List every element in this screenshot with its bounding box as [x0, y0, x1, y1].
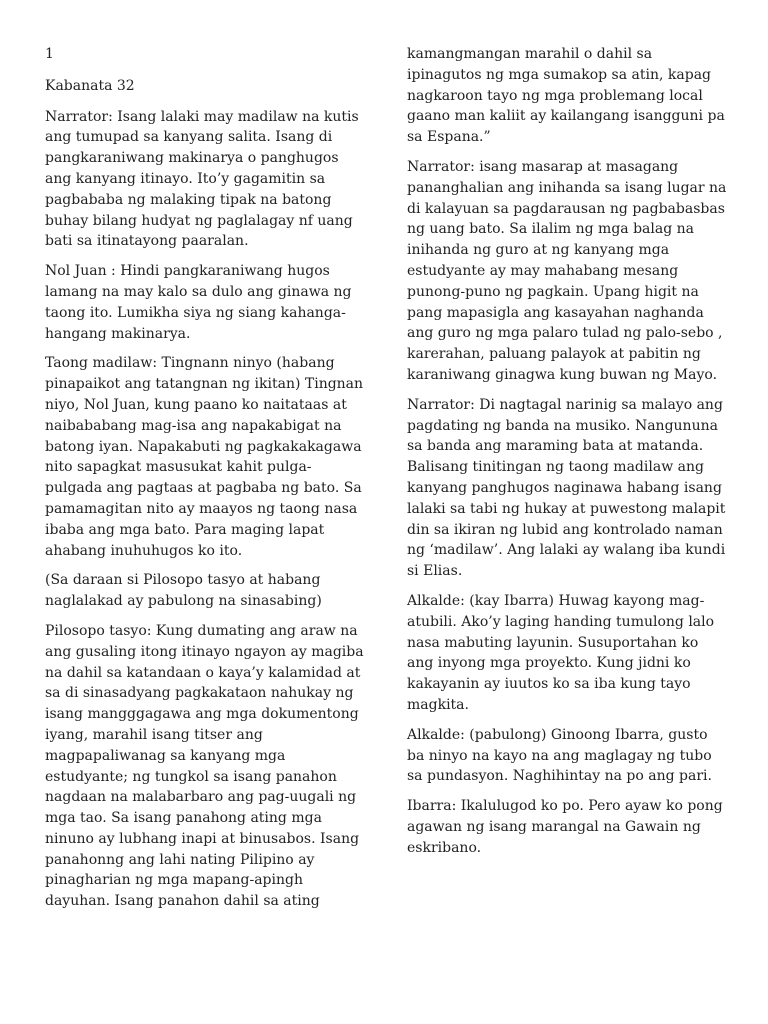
paragraph-alkalde-2: Alkalde: (pabulong) Ginoong Ibarra, gusto ba ninyo na kayo na ang maglagay ng tubo sa pundasyon. Naghihintay na po ang pari.	[407, 726, 712, 785]
paragraph-ibarra: Ibarra: Ikalulugod ko po. Pero ayaw ko pong agawan ng isang marangal na Gawain ng eskribano.	[407, 798, 723, 856]
paragraph-stage-direction: (Sa daraan si Pilosopo tasyo at habang naglalakad ay pabulong na sinasabing)	[45, 572, 322, 610]
page-number: 1	[45, 46, 54, 62]
paragraph-pilosopo-tasyo: Pilosopo tasyo: Kung dumating ang araw na ang gusaling itong itinayo ngayon ay magiba na dahil sa katandaan o kaya’y kalamidad at sa di sinasadyang pagkakataon nahukay ng isang mangggagawa ang mga dokumentong iyang, marahil isang titser ang magpapaliwanag sa kanyang mga estudyante; ng tungkol sa isang panahon nagdaan na malabarbaro ang pag-uugali ng mga tao. Sa isang panahong ating mga ninuno ay lubhang inapi at binusabos. Isang panahonng ang lahi nating Pilipino ay pinagharian ng mga mapang-apingh dayuhan. Isang panahon dahil sa ating	[45, 622, 364, 910]
paragraph-alkalde-1: Alkalde: (kay Ibarra) Huwag kayong mag-atubili. Ako’y laging handing tumulong lalo nasa mabuting layunin. Susuportahan ko ang inyong mga proyekto. Kung jidni ko kakayanin ay iuutos ko sa iba kung tayo magkita.	[407, 592, 715, 713]
paragraph-taong-madilaw: Taong madilaw: Tingnann ninyo (habang pinapaikot ang tatangnan ng ikitan) Tingnan niyo, Nol Juan, kung paano ko naitataas at naibababang mag-isa ang napakabigat na batong iyan. Napakabuti ng pagkakakagawa nito sapagkat masusukat kahit pulga-pulgada ang pagtaas at pagbaba ng bato. Sa pamamagitan nito ay maayos ng taong nasa ibaba ang mga bato. Para maging lapat ahabang inuhuhugos ko ito.	[45, 355, 364, 559]
right-column	[407, 44, 727, 867]
paragraph-narrator-intro: Narrator: Isang lalaki may madilaw na kutis ang tumupad sa kanyang salita. Isang di pangkaraniwang makinarya o panghugos ang kanyang itinayo. Ito’y gagamitin sa pagbababa ng malaking tipak na batong buhay bilang hudyat ng paglalagay nf uang bati sa itinatayong paaralan.	[45, 108, 359, 250]
paragraph-tasyo-continued: kamangmangan marahil o dahil sa ipinagutos ng mga sumakop sa atin, kapag nagkaroon tayo ng mga problemang local gaano man kaliit ay kailangang isangguni pa sa Espana.”	[407, 46, 725, 146]
left-column	[45, 44, 365, 921]
paragraph-nol-juan: Nol Juan : Hindi pangkaraniwang hugos lamang na may kalo sa dulo ang ginawa ng taong ito. Lumikha siya ng siang kahanga-hangang makinarya.	[45, 263, 352, 342]
paragraph-narrator-lunch: Narrator: isang masarap at masagang pananghalian ang inihanda sa isang lugar na di kalayuan sa pagdarausan ng pagbabasbas ng uang bato. Sa ilalim ng mga balag na inihanda ng guro at ng kanyang mga estudyante ay may mahabang mesang punong-puno ng pagkain. Upang higit na pang mapasigla ang kasayahan naghanda ang guro ng mga palaro tulad ng palo-sebo , karerahan, paluang palayok at pabitin ng karaniwang ginagwa kung buwan ng Mayo.	[407, 158, 727, 383]
paragraph-narrator-band: Narrator: Di nagtagal narinig sa malayo ang pagdating ng banda na musiko. Nangununa sa banda ang maraming bata at matanda. Balisang tinitingan ng taong madilaw ang kanyang panghugos naginawa habang isang lalaki sa tabi ng hukay at puwestong malapit din sa ikiran ng lubid ang kontrolado naman ng ‘madilaw’. Ang lalaki ay walang iba kundi si Elias.	[407, 396, 726, 580]
chapter-title: Kabanata 32	[45, 77, 135, 94]
